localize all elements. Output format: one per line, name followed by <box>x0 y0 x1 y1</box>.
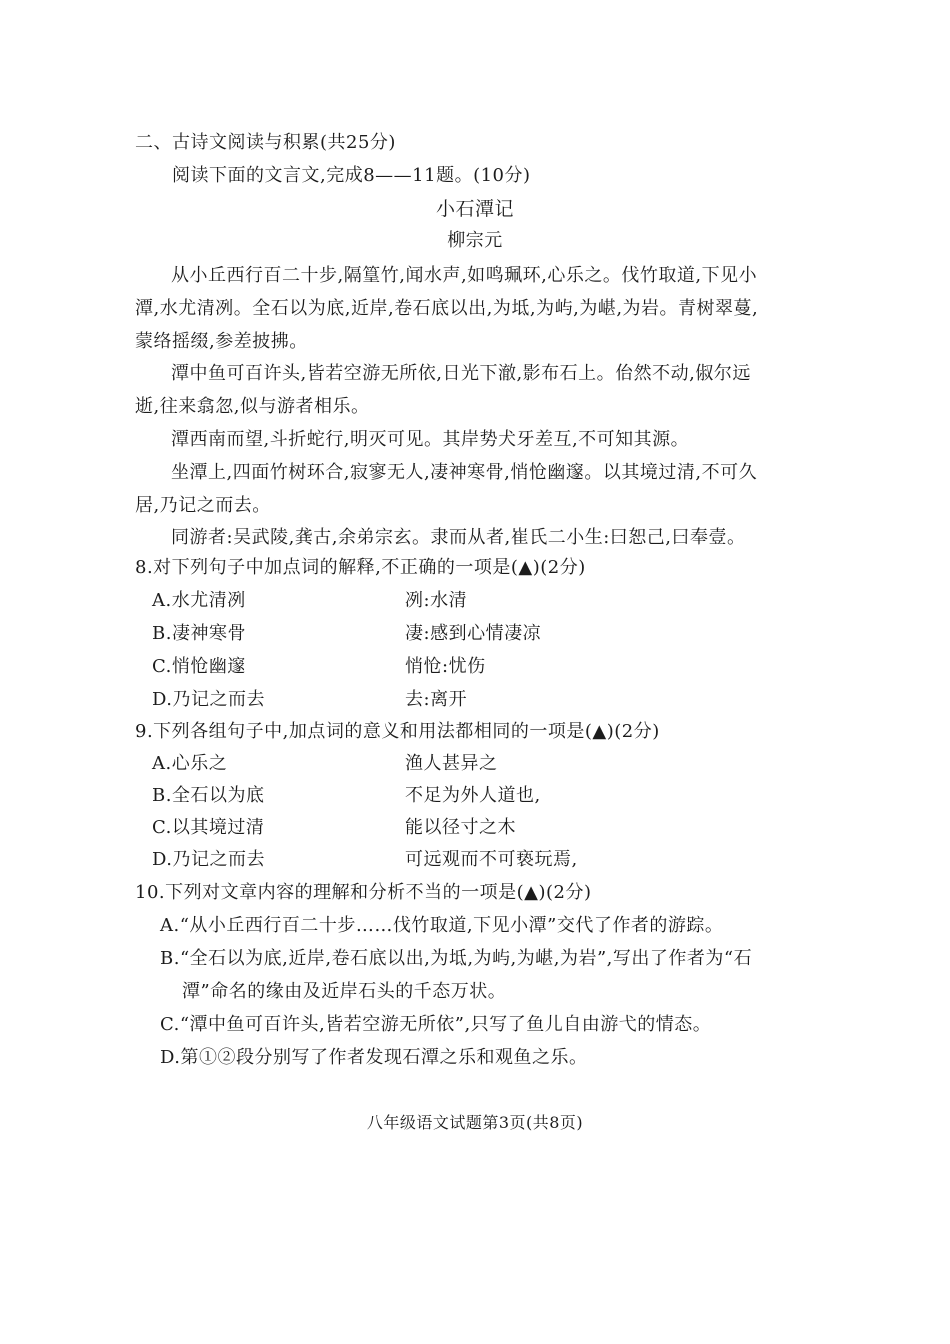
essay-paragraph-2 <box>135 357 815 423</box>
essay-title: 小石潭记 <box>435 198 514 220</box>
q9-option-c-left: C.以其境过清 <box>152 817 265 838</box>
question-8-stem: 8.对下列句子中加点词的解释,不正确的一项是(▲)(2分) <box>135 557 586 578</box>
question-9-stem: 9.下列各组句子中,加点词的意义和用法都相同的一项是(▲)(2分) <box>135 721 660 742</box>
essay-line: 潭中鱼可百许头,皆若空游无所依,日光下澈,影布石上。佁然不动,俶尔远 <box>171 363 751 384</box>
q10-option-d: D.第①②段分别写了作者发现石潭之乐和观鱼之乐。 <box>160 1047 588 1068</box>
q9-option-b-left: B.全石以为底 <box>152 785 265 806</box>
q8-option-a-explanation: 冽:水清 <box>405 590 468 611</box>
essay-author: 柳宗元 <box>447 230 503 251</box>
q8-option-b-explanation: 凄:感到心情凄凉 <box>405 623 542 644</box>
section-title: 二、古诗文阅读与积累(共25分) <box>135 132 396 153</box>
page-footer: 八年级语文试题第3页(共8页) <box>366 1113 584 1132</box>
q9-option-d-left: D.乃记之而去 <box>152 849 266 870</box>
q9-option-d-right: 可远观而不可亵玩焉, <box>405 849 578 870</box>
reading-instruction: 阅读下面的文言文,完成8——11题。(10分) <box>172 165 531 186</box>
q9-option-c-right: 能以径寸之木 <box>405 817 516 838</box>
essay-line: 坐潭上,四面竹树环合,寂寥无人,凄神寒骨,悄怆幽邃。以其境过清,不可久 <box>171 462 758 483</box>
essay-line: 居,乃记之而去。 <box>135 495 271 516</box>
q8-option-a-sentence: A.水尤清冽 <box>152 590 246 611</box>
q9-option-b-right: 不足为外人道也, <box>405 785 541 806</box>
q10-option-b-continued: 潭”命名的缘由及近岸石头的千态万状。 <box>182 981 507 1002</box>
q9-option-a-left: A.心乐之 <box>152 753 228 774</box>
essay-paragraph-5 <box>135 521 815 554</box>
q10-option-b: B.“全石以为底,近岸,卷石底以出,为坻,为屿,为嵁,为岩”,写出了作者为“石 <box>160 948 753 969</box>
q8-option-d-explanation: 去:离开 <box>405 689 468 710</box>
q8-option-c-sentence: C.悄怆幽邃 <box>152 656 246 677</box>
essay-line: 蒙络摇缀,参差披拂。 <box>135 331 308 352</box>
q8-option-c-explanation: 悄怆:忧伤 <box>405 656 486 677</box>
q10-option-c: C.“潭中鱼可百许头,皆若空游无所依”,只写了鱼儿自由游弋的情态。 <box>160 1014 712 1035</box>
q9-option-a-right: 渔人甚异之 <box>405 753 498 774</box>
q10-option-a: A.“从小丘西行百二十步……伐竹取道,下见小潭”交代了作者的游踪。 <box>160 915 724 936</box>
q8-option-b-sentence: B.凄神寒骨 <box>152 623 246 644</box>
essay-line: 潭,水尤清冽。全石以为底,近岸,卷石底以出,为坻,为屿,为嵁,为岩。青树翠蔓, <box>135 298 759 319</box>
essay-paragraph-4 <box>135 456 815 522</box>
q8-option-d-sentence: D.乃记之而去 <box>152 689 266 710</box>
essay-line: 逝,往来翕忽,似与游者相乐。 <box>135 396 370 417</box>
essay-line: 同游者:吴武陵,龚古,余弟宗玄。隶而从者,崔氏二小生:曰恕己,曰奉壹。 <box>171 527 746 548</box>
question-10-stem: 10.下列对文章内容的理解和分析不当的一项是(▲)(2分) <box>135 882 592 903</box>
essay-line: 从小丘西行百二十步,隔篁竹,闻水声,如鸣珮环,心乐之。伐竹取道,下见小 <box>171 265 758 286</box>
essay-paragraph-1 <box>135 259 815 358</box>
essay-paragraph-3 <box>135 423 815 456</box>
essay-line: 潭西南而望,斗折蛇行,明灭可见。其岸势犬牙差互,不可知其源。 <box>171 429 690 450</box>
